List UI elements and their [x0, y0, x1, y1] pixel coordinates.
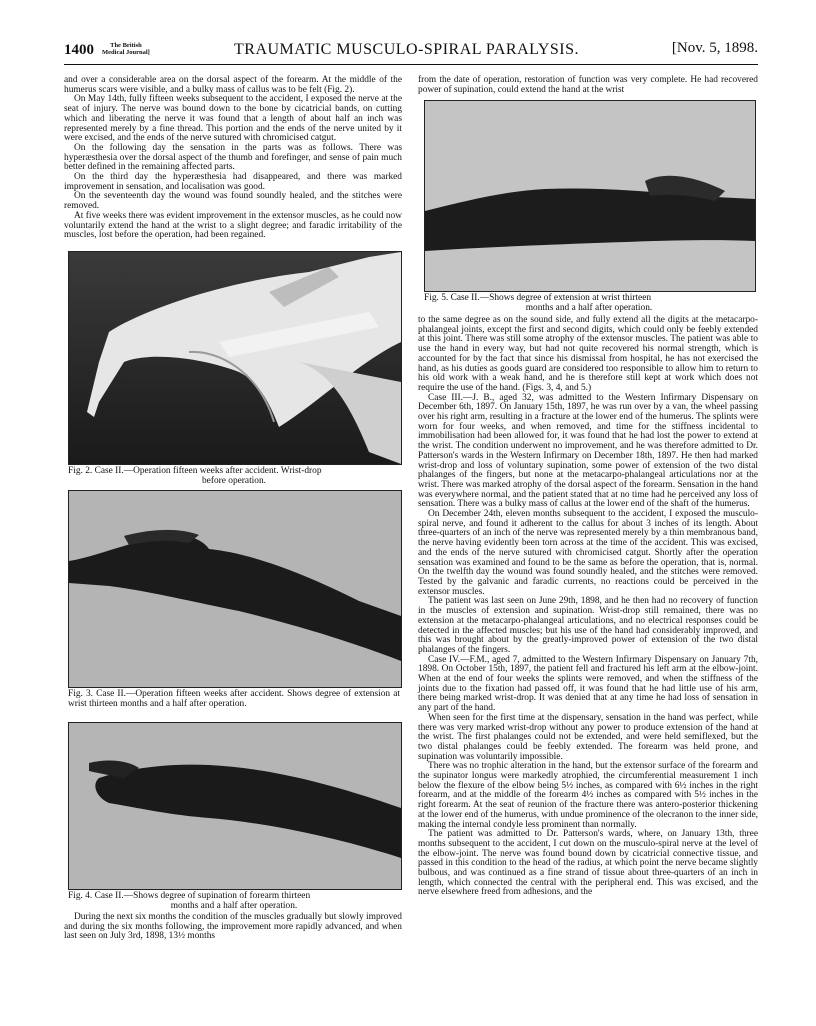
right-column-intro [418, 76, 758, 95]
left-column-text [64, 76, 402, 241]
figure-5-photo [424, 100, 756, 292]
figure-4-caption-line1: Fig. 4. Case II.—Shows degree of supination of forearm thirteen [68, 891, 311, 901]
paragraph: Case IV.—F.M., aged 7, admitted to the Western Infirmary Dispensary on January 7th, 1898. On October 15th, 1897, the patient fell and fractured his left arm at the elbow-joint. When at the end of four weeks the splints were removed, and when the stiffness of the joints due to the fixation had passed off, it was found that he had little use of his arm, there being marked wrist-drop. It was denied that at any time he had loss of sensation in any part of the hand. [418, 654, 758, 714]
figure-4-caption-line2: months and a half after operation. [170, 900, 298, 911]
paragraph: When seen for the first time at the dispensary, sensation in the hand was perfect, while there was very marked wrist-drop without any power to produce extension of the hand at the wrist. The first phalanges could not be extended, and were held semiflexed, but the two distal phalanges could be feebly extended. The forearm was held prone, and supination was voluntarily impossible. [418, 712, 758, 762]
left-column-closing [64, 913, 402, 942]
paragraph: At five weeks there was evident improvement in the extensor muscles, as he could now voluntarily extend the hand at the wrist to a slight degree; and faradic irritability of the muscles, lost before the operation, had been regained. [64, 210, 402, 241]
figure-4-caption [68, 892, 400, 911]
figure-2-caption-line1: Fig. 2. Case II.—Operation fifteen weeks after accident. Wrist-drop [68, 466, 322, 476]
paragraph: On the third day the hyperæsthesia had disappeared, and there was marked improvement in sensation, and localisation was good. [64, 172, 402, 192]
figure-2-caption-line2: before operation. [201, 475, 267, 486]
journal-name [102, 42, 150, 56]
journal-name-line2: Medical Journal] [102, 49, 150, 56]
paragraph: Case III.—J. B., aged 32, was admitted to the Western Infirmary Dispensary on December 6th, 1897. On January 15th, 1897, he was run over by a van, the wheel passing over his right arm, resulting in a fracture at the lower end of the humerus. The splints were worn for four weeks, and when removed, and time for the stiffness incidental to immobilisation had been allowed for, it was found that he had lost the power to extend at the wrist. The condition underwent no improvement, and he was therefore admitted to Dr. Patterson's wards in the Western Infirmary on December 18th, 1897. He then had marked wrist-drop and loss of voluntary supination, some power of extension of the two distal phalanges of the fingers, but none at the metacarpo-phalangeal articulations nor at the wrist. There was marked atrophy of the dorsal aspect of the forearm. Sensation in the hand was everywhere normal, and the patient stated that at no time had he perceived any loss of sensation. There was a bulky mass of callus at the lower end of the shaft of the humerus. [418, 392, 758, 510]
page-number: 1400 [64, 42, 94, 58]
figure-3-caption: Fig. 3. Case II.—Operation fifteen weeks after accident. Shows degree of extension at wrist thirteen months and a half after operation. [68, 689, 400, 709]
figure-4-photo [68, 722, 402, 890]
paragraph: The patient was admitted to Dr. Patterson's wards, where, on January 13th, three months subsequent to the accident, I cut down on the musculo-spiral nerve at the level of the elbow-joint. The nerve was found bound down by cicatricial connective tissue, and passed in this condition to the head of the radius, at which point the nerve became slightly bulbous, and was continued as a fine strand of tissue about three-quarters of an inch in length, which connected the central with the peripheral end. This was excised, and the nerve elsewhere freed from adhesions, and the [418, 829, 758, 898]
figure-5-caption [424, 294, 754, 313]
figure-2-caption [68, 467, 400, 486]
running-header [64, 38, 758, 64]
figure-2-photo [68, 251, 402, 465]
paragraph: The patient was last seen on June 29th, 1898, and he then had no recovery of function in the muscles of extension and supination. Wrist-drop still remained, there was no extension at the metacarpo-phalangeal articulations, and no electrical responses could be detected in the affected muscles; but his use of the hand had considerably improved, and this was brought about by the greatly-improved power of extension of the two distal phalanges of the fingers. [418, 596, 758, 655]
journal-name-line1: The British [110, 42, 142, 49]
paragraph: from the date of operation, restoration of function was very complete. He had recovered power of supination, could extend the hand at the wrist [418, 75, 758, 95]
figure-5-caption-line1: Fig. 5. Case II.—Shows degree of extension at wrist thirteen [424, 293, 652, 303]
right-column-text [418, 316, 758, 898]
paragraph: On December 24th, eleven months subsequent to the accident, I exposed the musculo-spiral nerve, and found it adherent to the callus for about 3 inches of its length. About three-quarters of an inch of the nerve was represented merely by a thin membranous band, the nerve having evidently been torn across at the time of the accident. This was excised, and the ends of the nerve sutured with chromicised catgut. Shortly after the operation sensation was examined and found to be the same as before the operation, that is, normal. On the twelfth day the wound was found soundly healed, and the stitches were removed. Tested by the galvanic and faradic currents, no reactions could be perceived in the extensor muscles. [418, 509, 758, 597]
paragraph: On the seventeenth day the wound was found soundly healed, and the stitches were removed. [64, 191, 402, 212]
paragraph: There was no trophic alteration in the hand, but the extensor surface of the forearm and the supinator longus were markedly atrophied, the circumferential measurement 1 inch below the flexure of the elbow being 5½ inches, as compared with 6½ inches in the right forearm, and at the middle of the forearm 4½ inches as compared with 5½ inches in the right forearm. At the seat of reunion of the fracture there was antero-posterior thickening at the lower end of the humerus, with undue prominence of the olecranon to the inner side, making the internal condyle less prominent than normally. [418, 761, 758, 830]
header-rule [64, 64, 758, 65]
paragraph: On May 14th, fully fifteen weeks subsequent to the accident, I exposed the nerve at the seat of injury. The nerve was bound down to the bone by cicatricial bands, on cutting which and liberating the nerve it was found that a length of about half an inch was represented merely by a fine thread. This portion and the ends of the nerve united by it were excised, and the ends of the nerve sutured with chromicised catgut. [64, 94, 402, 144]
figure-3-photo [68, 490, 402, 688]
paragraph: to the same degree as on the sound side, and fully extend all the digits at the metacarpo-phalangeal joints, except the first and second digits, which could only be feebly extended at this joint. There was still some atrophy of the extensor muscles. The patient was able to use the hand in every way, but had not quite recovered his normal strength, which is accounted for by the fact that since his dismissal from hospital, he has not exercised the hand, as his duties as goods guard are considered too responsible to allow him to return to his old work with a weak hand, and he is therefore still kept at work which does not require the use of the hand. (Figs. 3, 4, and 5.) [418, 315, 758, 393]
paragraph: On the following day the sensation in the parts was as follows. There was hyperæsthesia over the dorsal aspect of the thumb and forefinger, and sense of pain much better defined in the remaining affected parts. [64, 142, 402, 173]
issue-date: [Nov. 5, 1898. [671, 40, 758, 56]
article-title: TRAUMATIC MUSCULO-SPIRAL PARALYSIS. [234, 41, 579, 58]
paragraph: and over a considerable area on the dorsal aspect of the forearm. At the middle of the humerus scars were visible, and a bulky mass of callus was to be felt (Fig. 2). [64, 75, 402, 95]
paragraph: During the next six months the condition of the muscles gradually but slowly improved and during the six months following, the improvement more rapidly advanced, and when last seen on July 3rd, 1898, 13½ months [64, 912, 402, 942]
figure-5-caption-line2: months and a half after operation. [525, 302, 653, 313]
